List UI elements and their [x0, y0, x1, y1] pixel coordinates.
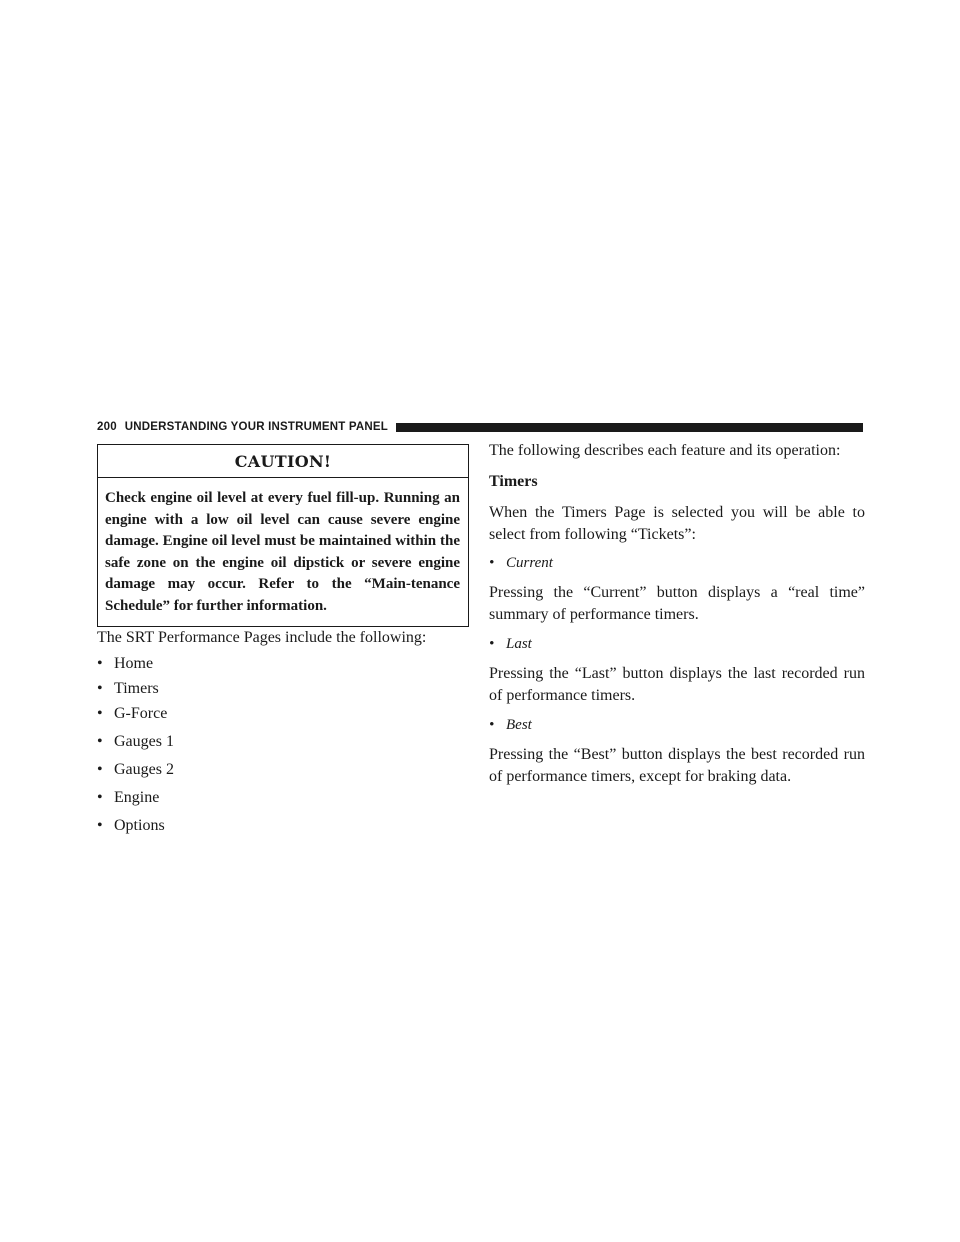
section-title: UNDERSTANDING YOUR INSTRUMENT PANEL — [124, 421, 388, 433]
ticket-current — [489, 552, 865, 574]
bullet-icon: • — [97, 655, 103, 672]
timers-text: When the Timers Page is selected you will be able to select from following “Tickets”: — [489, 504, 865, 543]
list-item — [97, 759, 472, 781]
features-intro: The following describes each feature and its operation: — [489, 442, 841, 459]
list-item — [97, 731, 472, 753]
header-rule — [396, 423, 863, 432]
list-item — [97, 678, 472, 700]
bullet-icon: • — [489, 717, 495, 733]
ticket-best — [489, 714, 865, 736]
list-item-label: G-Force — [114, 705, 168, 722]
ticket-last — [489, 633, 865, 655]
list-item-label: Engine — [114, 789, 160, 806]
list-item-label: Timers — [114, 680, 159, 697]
page-header — [97, 419, 863, 435]
list-item-label: Gauges 1 — [114, 733, 174, 750]
timers-heading: Timers — [489, 473, 538, 490]
bullet-icon: • — [97, 817, 103, 834]
list-item-label: Gauges 2 — [114, 761, 174, 778]
pages-intro: The SRT Performance Pages include the following: — [97, 629, 427, 646]
bullet-icon: • — [489, 555, 495, 571]
pages-list — [97, 653, 472, 837]
list-item-label: Home — [114, 655, 154, 672]
left-column — [97, 444, 472, 837]
list-item — [97, 653, 472, 675]
caution-body: Check engine oil level at every fuel fill-up. Running an engine with a low oil level can cause severe engine damage. Engine oil level must be maintained within the safe zone on the engine oil dipstick or severe engine damage may occur. Refer to the “Main-tenance Schedule” for further information. — [105, 490, 460, 614]
bullet-icon: • — [97, 789, 103, 806]
list-item-label: Options — [114, 817, 165, 834]
ticket-best-label: Best — [506, 717, 532, 733]
bullet-icon: • — [97, 733, 103, 750]
caution-title: CAUTION! — [98, 445, 468, 478]
list-item — [97, 815, 472, 837]
bullet-icon: • — [97, 705, 103, 722]
page-number: 200 — [97, 421, 117, 433]
bullet-icon: • — [489, 636, 495, 652]
current-text: Pressing the “Current” button displays a “real time” summary of performance timers. — [489, 584, 865, 623]
best-text: Pressing the “Best” button displays the best recorded run of performance timers, except for braking data. — [489, 746, 865, 785]
ticket-last-label: Last — [506, 636, 532, 652]
bullet-icon: • — [97, 761, 103, 778]
caution-box — [97, 444, 469, 627]
right-column — [489, 440, 865, 788]
list-item — [97, 787, 472, 809]
ticket-current-label: Current — [506, 555, 553, 571]
list-item — [97, 703, 472, 725]
last-text: Pressing the “Last” button displays the last recorded run of performance timers. — [489, 665, 865, 704]
bullet-icon: • — [97, 680, 103, 697]
